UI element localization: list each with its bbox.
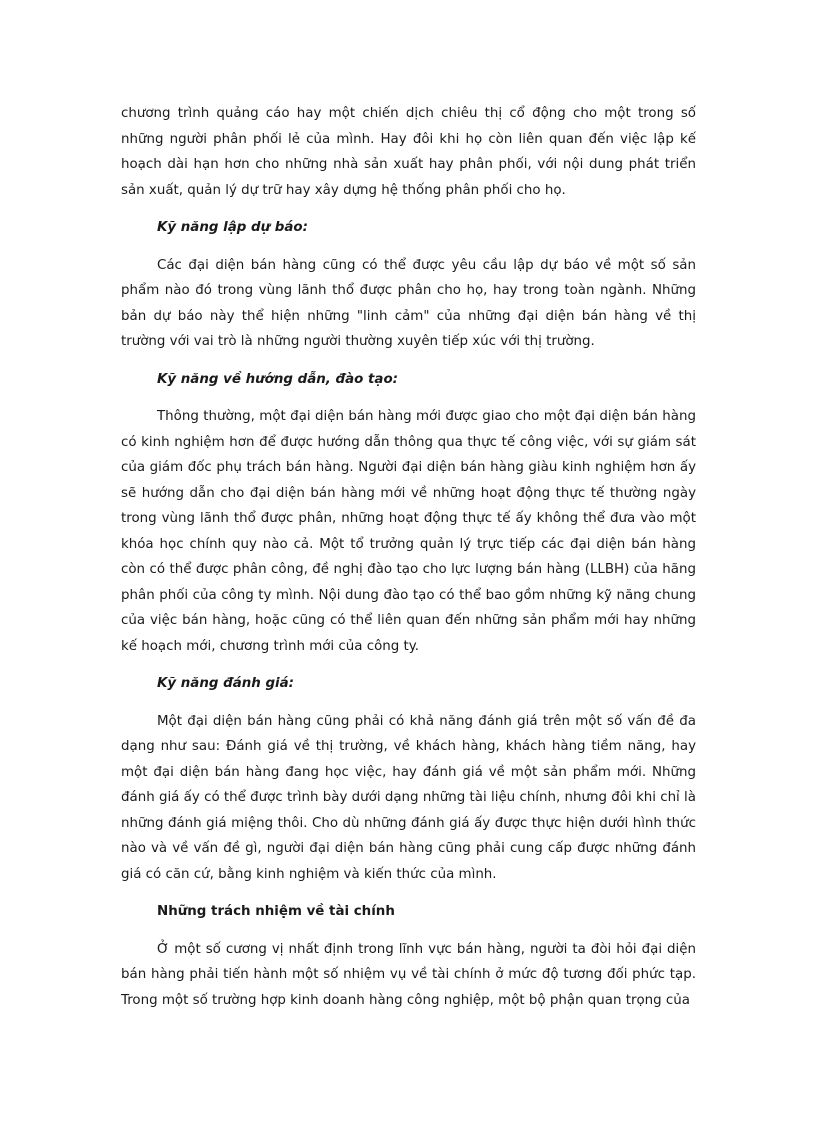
heading-training-skill: Kỹ năng về hướng dẫn, đào tạo:: [157, 371, 399, 387]
paragraph-forecasting: Các đại diện bán hàng cũng có thể được yêu cầu lập dự báo về một số sản phẩm nào đó trong vùng lãnh thổ được phân cho họ, hay trong toàn ngành. Những bản dự báo này thể hiện những "linh cảm" của những đại diện bán hàng về thị trường với vai trò là những người thường xuyên tiếp xúc với thị trường.: [121, 257, 696, 349]
heading-financial-responsibilities: Những trách nhiệm về tài chính: [157, 904, 395, 919]
paragraph-distribution-planning: chương trình quảng cáo hay một chiến dịch chiêu thị cổ động cho một trong số những người phân phối lẻ của mình. Hay đôi khi họ còn liên quan đến việc lập kế hoạch dài hạn hơn cho những nhà sản xuất hay phân phối, với nội dung phát triển sản xuất, quản lý dự trữ hay xây dựng hệ thống phân phối cho họ.: [121, 106, 696, 198]
heading-forecasting-skill: Kỹ năng lập dự báo:: [157, 220, 308, 235]
paragraph-evaluation: Một đại diện bán hàng cũng phải có khả năng đánh giá trên một số vấn đề đa dạng như sau: Đánh giá về thị trường, về khách hàng, khách hàng tiềm năng, hay một đại diện bán hàng đang học việc, hay đánh giá về một sản phẩm mới. Những đánh giá ấy có thể được trình bày dưới dạng những tài liệu chính, nhưng đôi khi chỉ là những đánh giá miệng thôi. Cho dù những đánh giá ấy được thực hiện dưới hình thức nào và về vấn đề gì, người đại diện bán hàng cũng phải cung cấp được những đánh giá có căn cứ, bằng kinh nghiệm và kiến thức của mình.: [121, 713, 696, 882]
document-page: [121, 101, 696, 1013]
heading-evaluation-skill: Kỹ năng đánh giá:: [157, 676, 295, 691]
paragraph-financial: Ở một số cương vị nhất định trong lĩnh vực bán hàng, người ta đòi hỏi đại diện bán hàng phải tiến hành một số nhiệm vụ về tài chính ở mức độ tương đối phức tạp. Trong một số trường hợp kinh doanh hàng công nghiệp, một bộ phận quan trọng của: [121, 941, 696, 1008]
paragraph-training: Thông thường, một đại diện bán hàng mới được giao cho một đại diện bán hàng có kinh nghiệm hơn để được hướng dẫn thông qua thực tế công việc, với sự giám sát của giám đốc phụ trách bán hàng. Người đại diện bán hàng giàu kinh nghiệm hơn ấy sẽ hướng dẫn cho đại diện bán hàng mới về những hoạt động thực tế thường ngày trong vùng lãnh thổ được phân, những hoạt động thực tế ấy không thể đưa vào một khóa học chính quy nào cả. Một tổ trưởng quản lý trực tiếp các đại diện bán hàng còn có thể được phân công, đề nghị đào tạo cho lực lượng bán hàng (LLBH) của hãng phân phối của công ty mình. Nội dung đào tạo có thể bao gồm những kỹ năng chung của việc bán hàng, hoặc cũng có thể liên quan đến những sản phẩm mới hay những kế hoạch mới, chương trình mới của công ty.: [121, 409, 696, 654]
